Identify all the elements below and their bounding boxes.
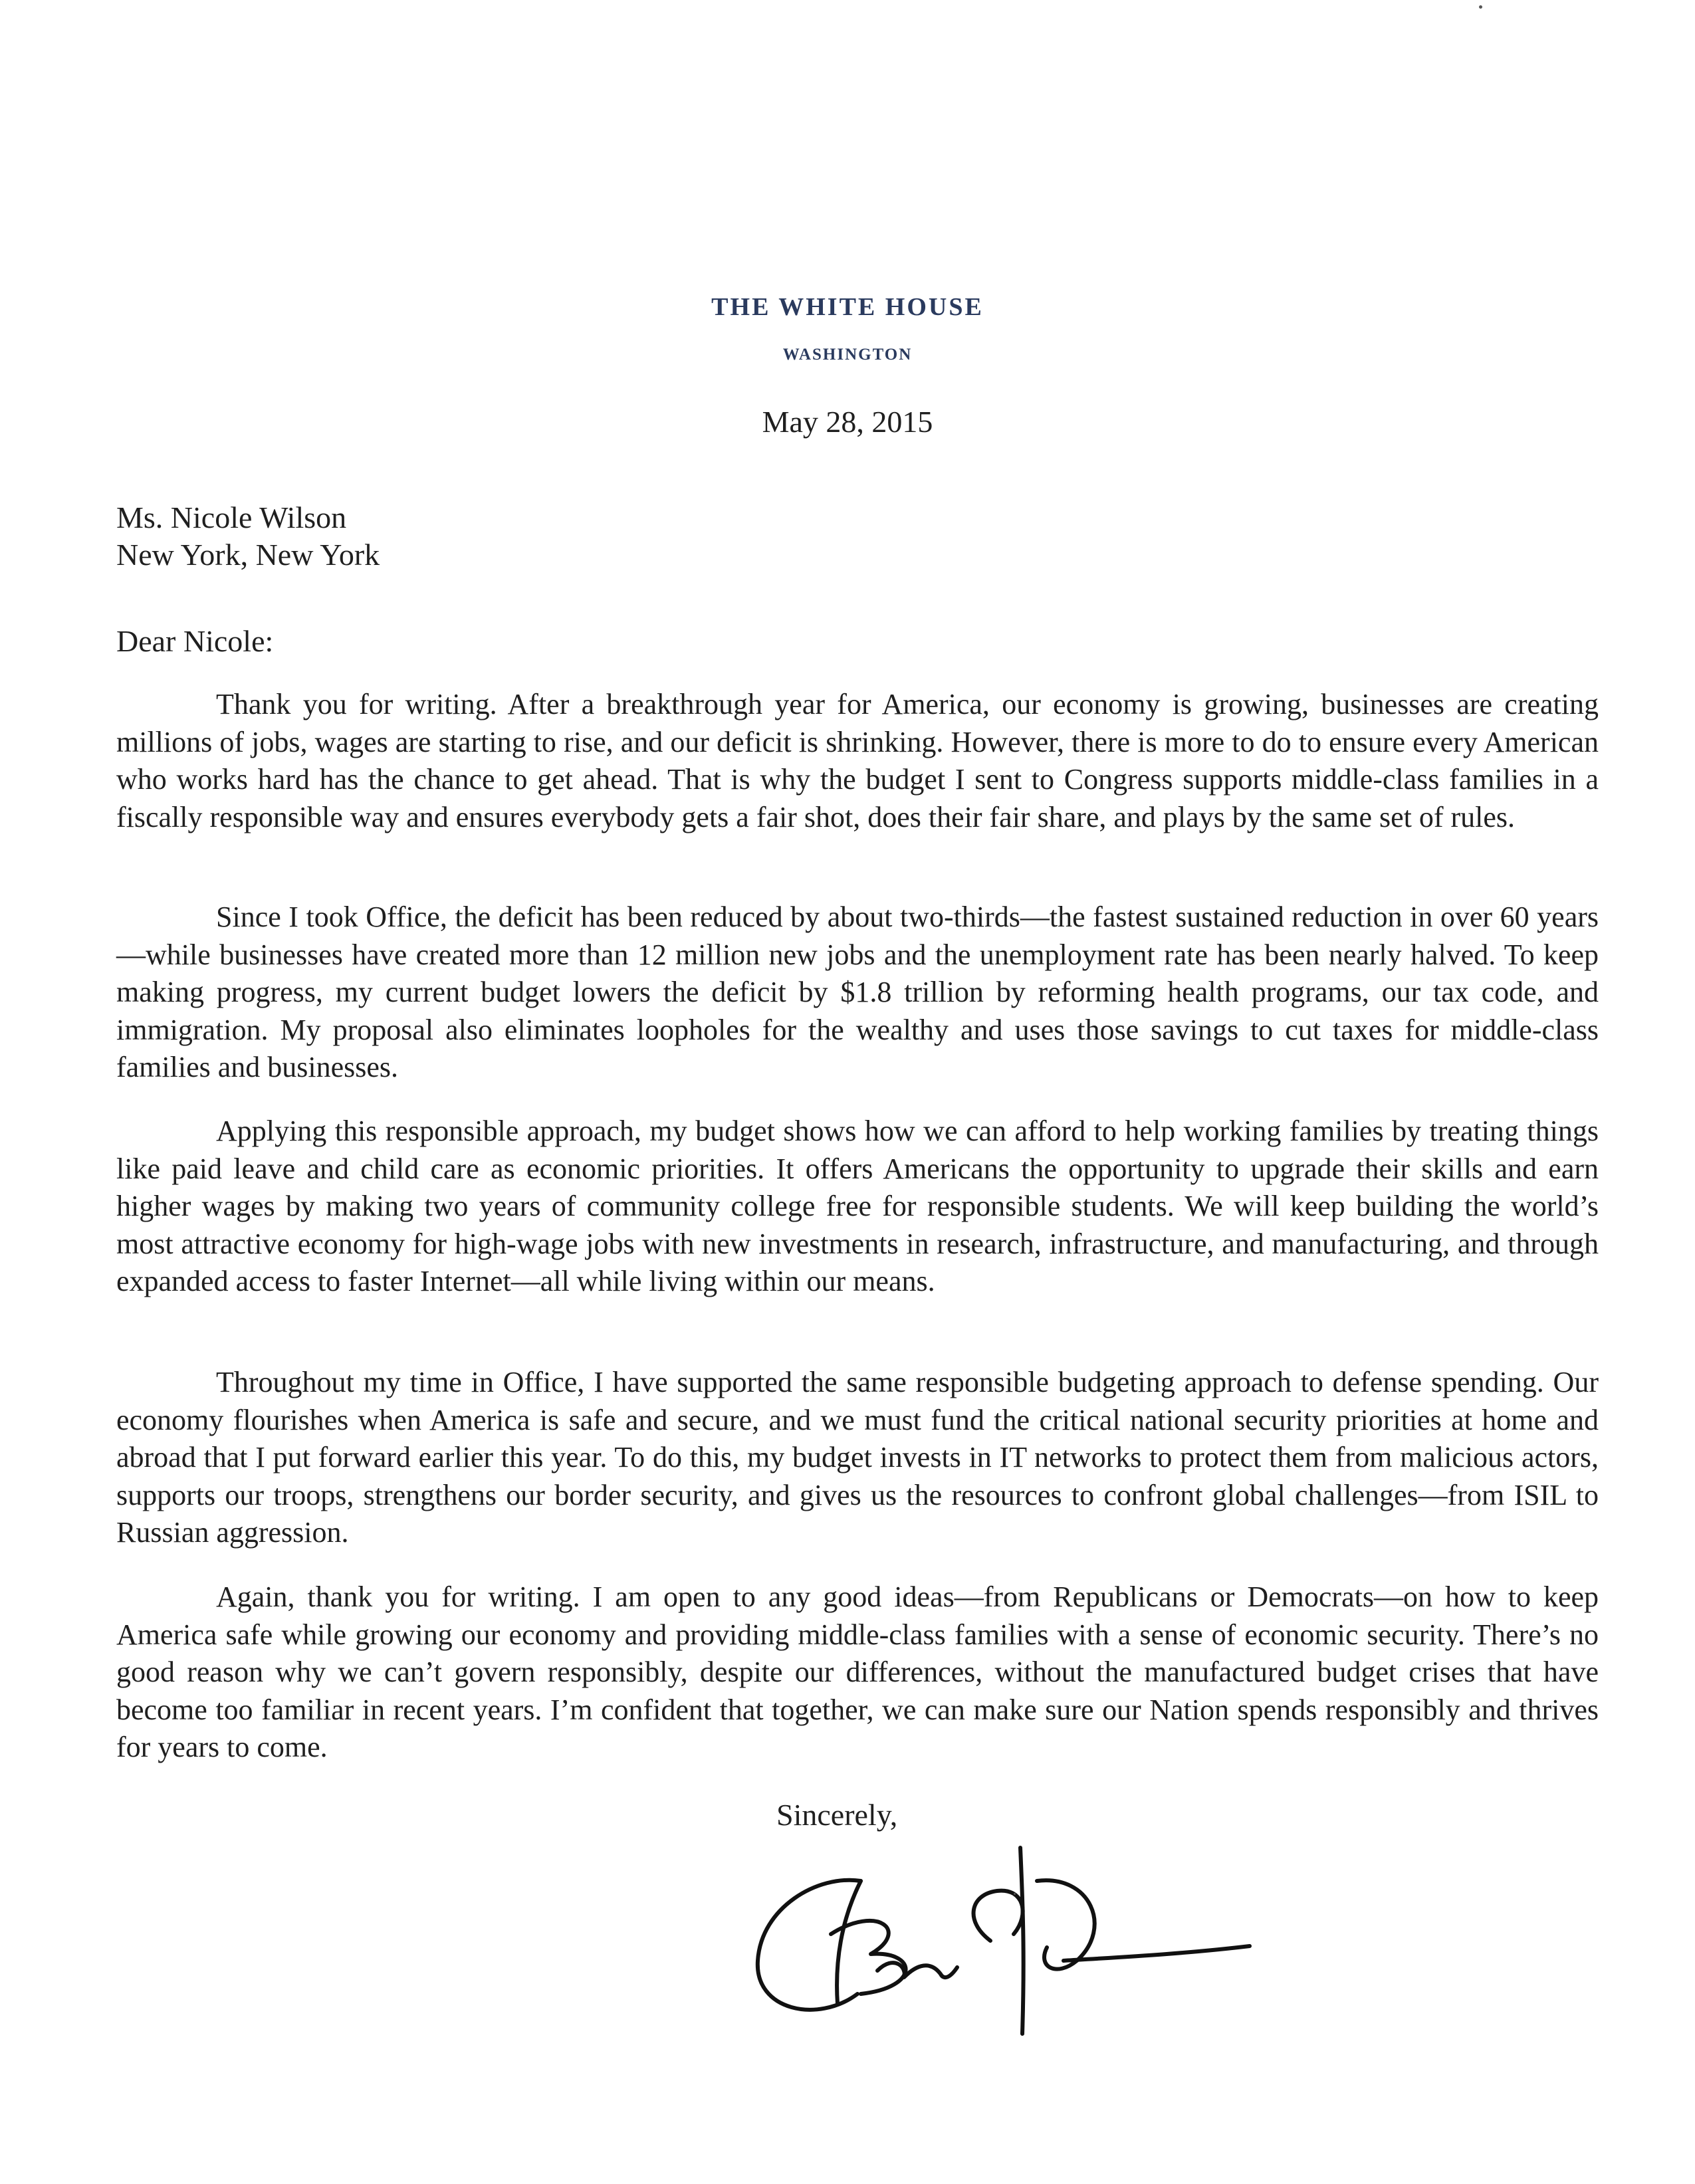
body-paragraph-3: Applying this responsible approach, my budget shows how we can afford to help working families by treating things like paid leave and child care as economic priorities. It offers Americans the opportunity to upgrade their skills and earn higher wages by making two years of community college free for responsible students. We will keep building the world’s most attractive economy for high-wage jobs with new investments in research, infrastructure, and manufacturing, and through expanded access to faster Internet—all while living within our means. [116,1115,1599,1298]
scan-speck [1014,1893,1016,1895]
body-paragraph-2: Since I took Office, the deficit has been reduced by about two-thirds—the fastest sustained reduction in over 60 years—while businesses have created more than 12 million new jobs and the unemployment rate has been nearly halved. To keep making progress, my current budget lowers the deficit by $1.8 trillion by reforming health programs, our tax code, and immigration. My proposal also eliminates loopholes for the wealthy and uses those savings to cut taxes for middle-class families and businesses. [116,901,1599,1084]
recipient-location: New York, New York [116,538,380,572]
recipient-name: Ms. Nicole Wilson [116,500,347,534]
letter-date: May 28, 2015 [762,405,933,439]
signature [744,1834,1263,2047]
salutation: Dear Nicole: [116,624,274,658]
scan-speck [1479,5,1482,9]
body-paragraph-5: Again, thank you for writing. I am open to any good ideas—from Republicans or Democrats—on how to keep America safe while growing our economy and providing middle-class families with a sense of economic security. There’s no good reason why we can’t govern responsibly, despite our differences, without the manufactured budget crises that have become too familiar in recent years. I’m confident that together, we can make sure our Nation spends responsibly and thrives for years to come. [116,1581,1599,1764]
letterhead-subtitle: WASHINGTON [782,346,913,364]
letterhead-title: THE WHITE HOUSE [711,293,984,321]
body-paragraph-4: Throughout my time in Office, I have supported the same responsible budgeting approach to defense spending. Our economy flourishes when America is safe and secure, and we must fund the critical national security priorities at home and abroad that I put forward earlier this year. To do this, my budget invests in IT networks to protect them from malicious actors, supports our troops, strengthens our border security, and gives us the resources to confront global challenges—from ISIL to Russian aggression. [116,1366,1599,1549]
closing: Sincerely, [776,1798,898,1832]
body-paragraph-1: Thank you for writing. After a breakthrough year for America, our economy is growing, businesses are creating millions of jobs, wages are starting to rise, and our deficit is shrinking. However, there is more to do to ensure every American who works hard has the chance to get ahead. That is why the budget I sent to Congress supports middle-class families in a fiscally responsible way and ensures everybody gets a fair shot, does their fair share, and plays by the same set of rules. [116,688,1599,833]
